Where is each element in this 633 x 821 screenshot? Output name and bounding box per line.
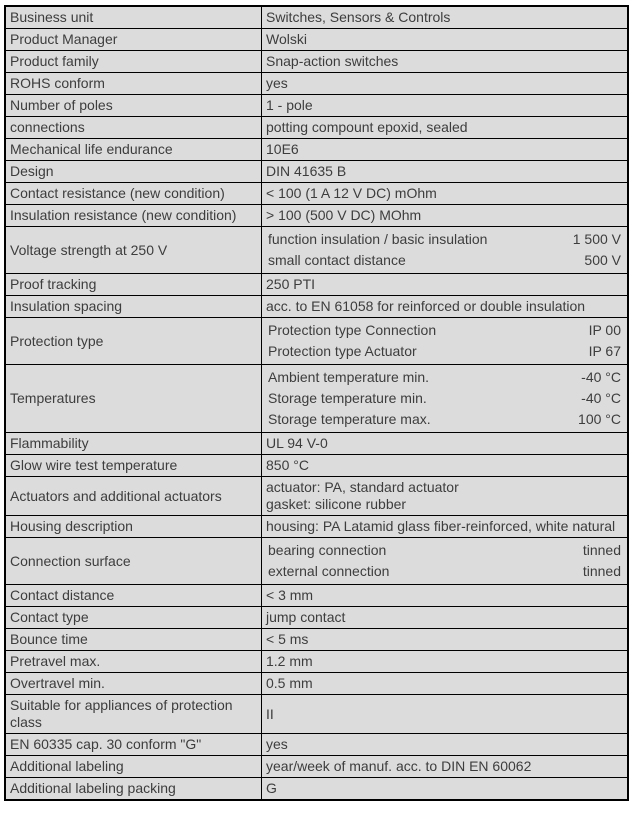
spec-label: Contact distance [5,585,262,607]
spec-value [262,538,629,585]
spec-label: ROHS conform [5,73,262,95]
spec-value: 250 PTI [262,274,629,296]
spec-label: Suitable for appliances of protection class [5,695,262,734]
table-row [5,607,628,629]
spec-subrow-value: -40 °C [581,369,621,385]
spec-subrow [266,561,623,582]
spec-value: jump contact [262,607,629,629]
spec-label: Temperatures [5,365,262,433]
spec-value: 0.5 mm [262,673,629,695]
spec-label: Flammability [5,433,262,455]
table-row [5,318,628,365]
spec-value: year/week of manuf. acc. to DIN EN 60062 [262,756,629,778]
table-row [5,585,628,607]
spec-subrow [266,409,623,430]
table-row [5,756,628,778]
spec-label: Bounce time [5,629,262,651]
spec-value: 10E6 [262,139,629,161]
table-row [5,95,628,117]
spec-value-line: gasket: silicone rubber [266,496,407,512]
spec-value: > 100 (500 V DC) MOhm [262,205,629,227]
spec-subrow [266,250,623,271]
spec-value: Snap-action switches [262,51,629,73]
spec-label: Connection surface [5,538,262,585]
spec-label: Voltage strength at 250 V [5,227,262,274]
table-row [5,455,628,477]
spec-label: Actuators and additional actuators [5,477,262,516]
table-row [5,161,628,183]
table-row [5,51,628,73]
table-row [5,205,628,227]
table-row [5,516,628,538]
spec-subrow [266,320,623,341]
spec-value: acc. to EN 61058 for reinforced or double insulation [262,296,629,318]
spec-label: Housing description [5,516,262,538]
table-row [5,117,628,139]
spec-label: Design [5,161,262,183]
table-row [5,433,628,455]
table-row [5,695,628,734]
spec-value: < 100 (1 A 12 V DC) mOhm [262,183,629,205]
spec-value: < 3 mm [262,585,629,607]
spec-value: potting compount epoxid, sealed [262,117,629,139]
table-row [5,29,628,51]
spec-value: DIN 41635 B [262,161,629,183]
spec-subrow-value: IP 00 [588,322,621,338]
spec-subrow-name: external connection [268,563,390,579]
spec-subrow-name: Storage temperature max. [268,411,431,427]
spec-subrow-name: bearing connection [268,542,387,558]
spec-value: 850 °C [262,455,629,477]
spec-label: Business unit [5,6,262,29]
spec-value: 1 - pole [262,95,629,117]
spec-subrow-name: small contact distance [268,252,406,268]
spec-subrow [266,341,623,362]
spec-label: connections [5,117,262,139]
table-row [5,477,628,516]
table-row [5,296,628,318]
spec-subrow-value: tinned [582,563,621,579]
spec-value: yes [262,734,629,756]
table-row [5,183,628,205]
spec-label: Overtravel min. [5,673,262,695]
spec-value [262,365,629,433]
spec-value-line: actuator: PA, standard actuator [266,479,459,495]
table-row [5,629,628,651]
spec-value: housing: PA Latamid glass fiber-reinforced, white natural [262,516,629,538]
spec-label: Protection type [5,318,262,365]
table-row [5,139,628,161]
spec-subrow-value: 500 V [584,252,621,268]
spec-label: Product family [5,51,262,73]
spec-label: Contact resistance (new condition) [5,183,262,205]
spec-label: Proof tracking [5,274,262,296]
table-row [5,673,628,695]
spec-value: UL 94 V-0 [262,433,629,455]
spec-value [262,227,629,274]
spec-label: Insulation spacing [5,296,262,318]
spec-table [4,5,629,801]
spec-subrow [266,388,623,409]
spec-label: Glow wire test temperature [5,455,262,477]
table-row [5,365,628,433]
spec-value: yes [262,73,629,95]
spec-value: 1.2 mm [262,651,629,673]
table-row [5,778,628,801]
spec-subrow [266,367,623,388]
table-row [5,227,628,274]
spec-value [262,318,629,365]
table-row [5,73,628,95]
spec-label: Pretravel max. [5,651,262,673]
spec-value [262,477,629,516]
spec-subrow-value: -40 °C [581,390,621,406]
spec-label: Insulation resistance (new condition) [5,205,262,227]
spec-subrow-name: function insulation / basic insulation [268,231,488,247]
table-row [5,6,628,29]
spec-subrow-name: Ambient temperature min. [268,369,430,385]
spec-subrow-name: Storage temperature min. [268,390,427,406]
table-row [5,538,628,585]
spec-value: < 5 ms [262,629,629,651]
spec-subrow-value: 100 °C [578,411,621,427]
spec-subrow [266,540,623,561]
spec-table-body [5,6,628,800]
table-row [5,734,628,756]
spec-value: II [262,695,629,734]
spec-label: Contact type [5,607,262,629]
spec-subrow-name: Protection type Connection [268,322,437,338]
table-row [5,651,628,673]
spec-subrow-value: tinned [582,542,621,558]
spec-label: Number of poles [5,95,262,117]
spec-subrow-name: Protection type Actuator [268,343,417,359]
table-row [5,274,628,296]
spec-label: Additional labeling [5,756,262,778]
spec-value: Wolski [262,29,629,51]
spec-value: G [262,778,629,801]
spec-subrow-value: 1 500 V [572,231,621,247]
spec-label: Additional labeling packing [5,778,262,801]
spec-subrow-value: IP 67 [588,343,621,359]
spec-label: Product Manager [5,29,262,51]
spec-subrow [266,229,623,250]
spec-label: EN 60335 cap. 30 conform "G" [5,734,262,756]
spec-value: Switches, Sensors & Controls [262,6,629,29]
spec-label: Mechanical life endurance [5,139,262,161]
